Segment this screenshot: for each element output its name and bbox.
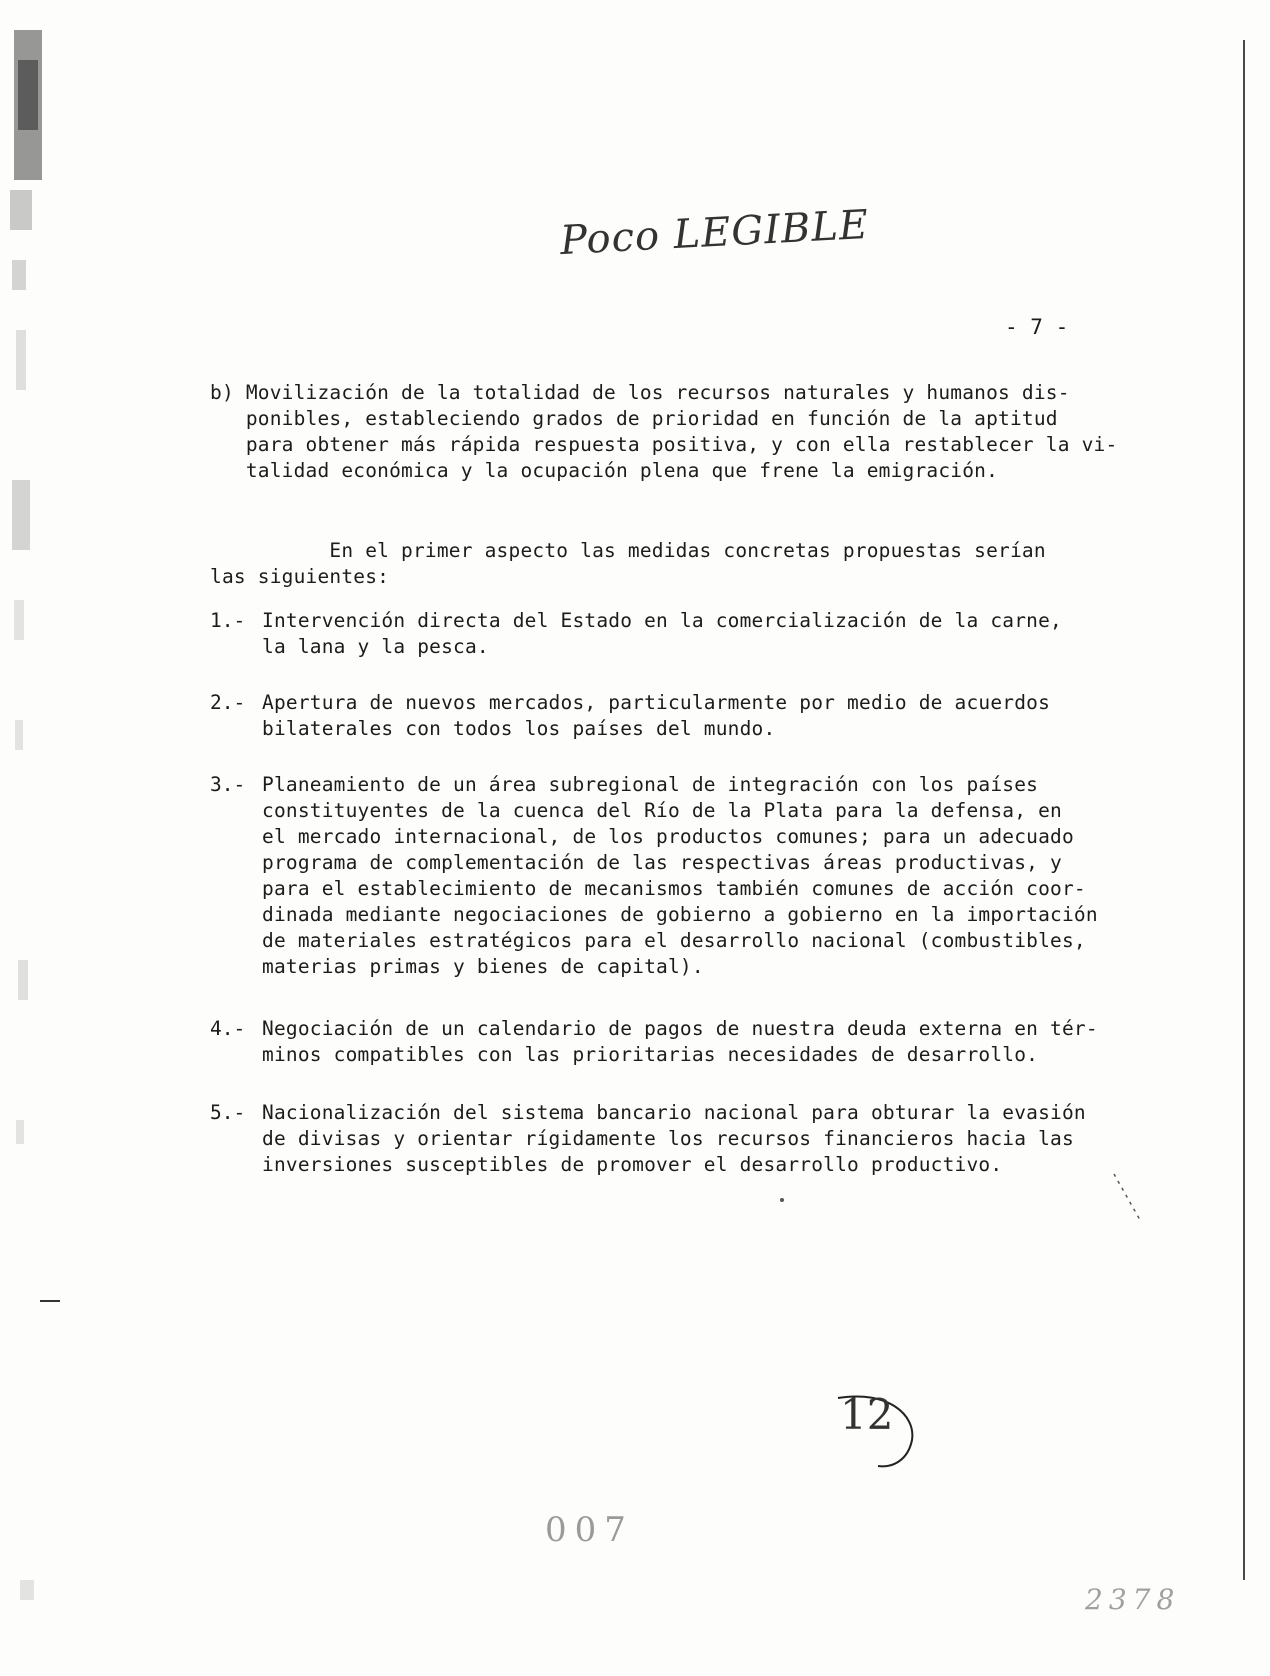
ink-speck <box>780 1198 784 1202</box>
list-item-line: el mercado internacional, de los productos comunes; para un adecuado <box>262 825 1074 848</box>
intro-line: las siguientes: <box>210 565 390 588</box>
list-item-number: 5.- <box>210 1101 246 1124</box>
list-item-line: para el establecimiento de mecanismos también comunes de acción coor- <box>262 877 1086 900</box>
paragraph-b-line: ponibles, estableciendo grados de prioridad en función de la aptitud <box>210 407 1058 430</box>
list-item-line: constituyentes de la cuenca del Río de la Plata para la defensa, en <box>262 799 1062 822</box>
list-item-number: 3.- <box>210 773 246 796</box>
paragraph-b-line: b) Movilización de la totalidad de los recursos naturales y humanos dis- <box>210 381 1070 404</box>
list-item-line: bilaterales con todos los países del mundo. <box>262 717 776 740</box>
list-item-number: 2.- <box>210 691 246 714</box>
list-item-line: Intervención directa del Estado en la comercialización de la carne, <box>262 609 1062 632</box>
list-item-line: minos compatibles con las prioritarias necesidades de desarrollo. <box>262 1043 1039 1066</box>
list-item-line: la lana y la pesca. <box>262 635 489 658</box>
stamp-number: 12 <box>840 1390 894 1439</box>
list-item-line: de divisas y orientar rígidamente los recursos financieros hacia las <box>262 1127 1074 1150</box>
scan-edge-noise <box>0 0 70 1676</box>
list-item-line: Nacionalización del sistema bancario nacional para obturar la evasión <box>262 1101 1086 1124</box>
list-item-line: de materiales estratégicos para el desarrollo nacional (combustibles, <box>262 929 1086 952</box>
list-item-line: Planeamiento de un área subregional de integración con los países <box>262 773 1039 796</box>
handwritten-annotation: Poco LEGIBLE <box>559 201 871 265</box>
list-item-line: materias primas y bienes de capital). <box>262 955 704 978</box>
list-item-line: inversiones susceptibles de promover el desarrollo productivo. <box>262 1153 1003 1176</box>
page-number: - 7 - <box>1005 315 1069 339</box>
right-margin-rule <box>1243 40 1245 1580</box>
list-item-line: dinada mediante negociaciones de gobierno a gobierno en la importación <box>262 903 1098 926</box>
list-item-line: programa de complementación de las respectivas áreas productivas, y <box>262 851 1062 874</box>
intro-line: En el primer aspecto las medidas concretas propuestas serían <box>210 539 1046 562</box>
paragraph-b-line: talidad económica y la ocupación plena que frene la emigración. <box>210 459 999 482</box>
folio-number: 007 <box>545 1510 634 1550</box>
stray-pen-marks <box>1110 1170 1150 1230</box>
list-item-number: 1.- <box>210 609 246 632</box>
list-item-line: Apertura de nuevos mercados, particularmente por medio de acuerdos <box>262 691 1051 714</box>
archive-number: 2378 <box>1085 1583 1181 1616</box>
paragraph-b-line: para obtener más rápida respuesta positiva, y con ella restablecer la vi- <box>210 433 1118 456</box>
list-item-number: 4.- <box>210 1017 246 1040</box>
list-item-line: Negociación de un calendario de pagos de nuestra deuda externa en tér- <box>262 1017 1098 1040</box>
